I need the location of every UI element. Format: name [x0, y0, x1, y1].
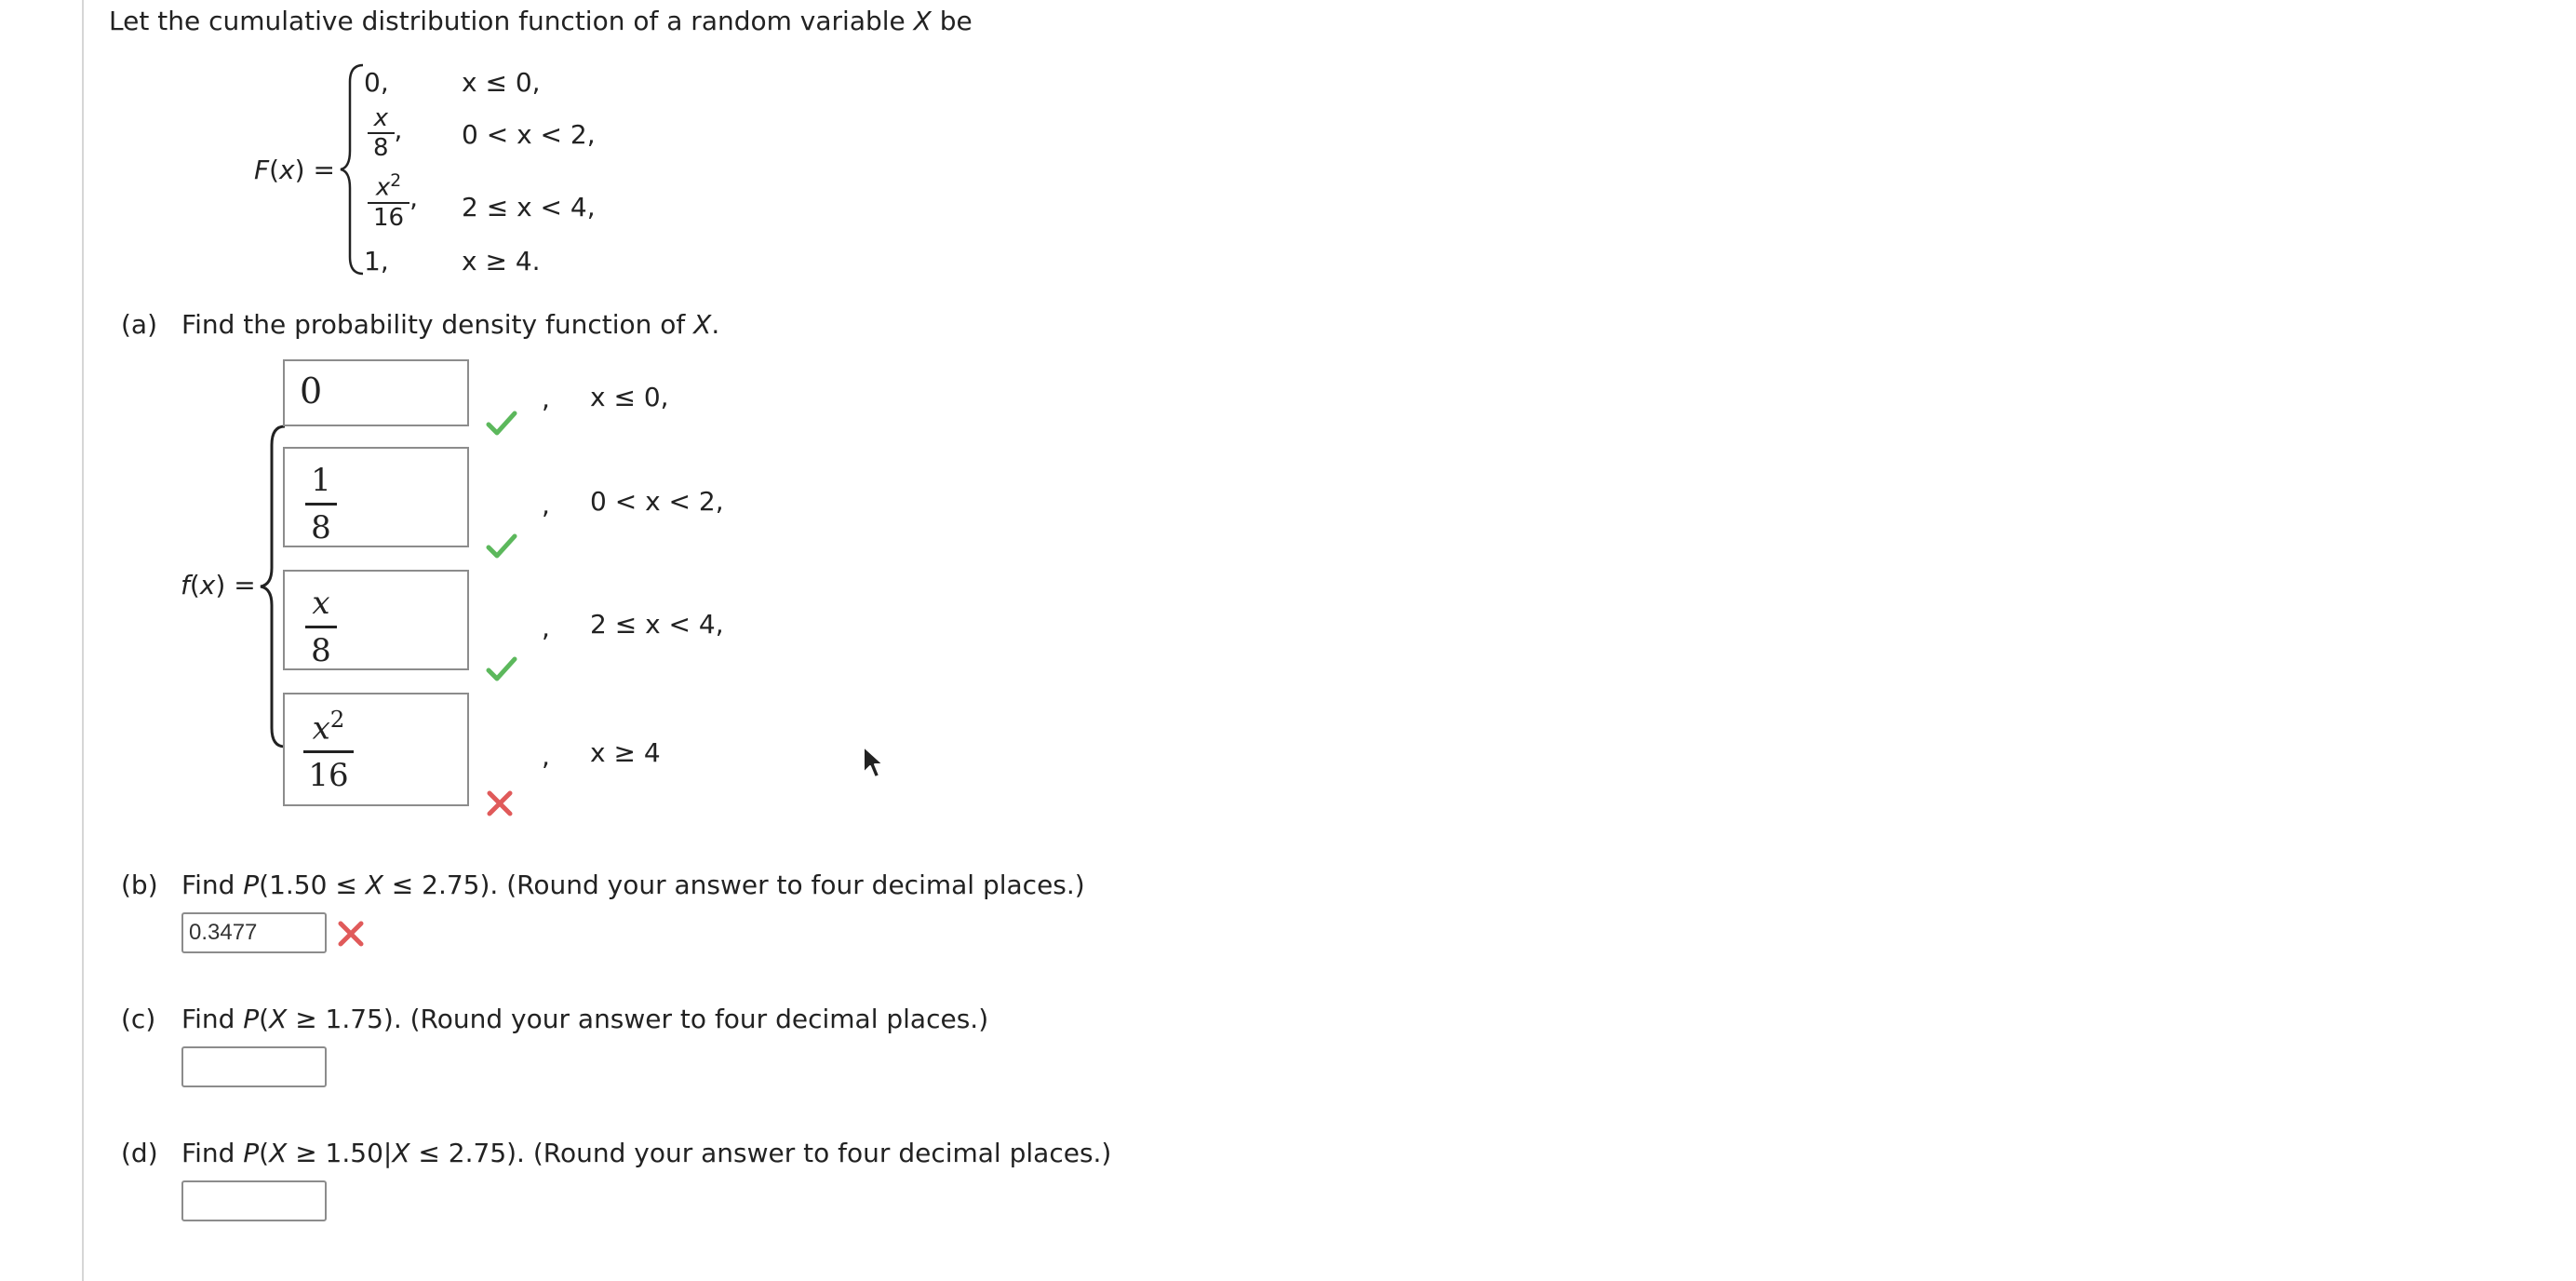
pdf-answer-box-2[interactable]	[283, 447, 469, 547]
cdf-row-4-cond: x ≥ 4.	[462, 246, 541, 276]
pdf-answer-box-4[interactable]	[283, 693, 469, 806]
cdf-row-2-fraction: $\frac{x}{8}$ ,	[368, 104, 402, 162]
part-d-answer-input[interactable]	[181, 1180, 327, 1221]
pdf-answer-3-fraction: x 8	[305, 585, 337, 669]
cdf-row-1-cond: x ≤ 0,	[462, 67, 541, 98]
pdf-answer-4-fraction: $x^2$ 16	[303, 706, 354, 794]
cdf-row-4-expr: 1,	[364, 246, 389, 276]
cdf-lhs: F(x) =	[254, 155, 335, 185]
check-icon	[486, 533, 517, 560]
intro-text: Let the cumulative distribution function of a random variable X be	[109, 6, 973, 36]
pdf-row-2-cond: 0 < x < 2,	[590, 486, 724, 517]
pdf-answer-2-fraction: 1 8	[305, 462, 337, 546]
cdf-row-1-expr: 0,	[364, 67, 389, 98]
part-d-question: Find P(X ≥ 1.50|X ≤ 2.75). (Round your answer to four decimal places.)	[181, 1138, 1112, 1168]
cdf-row-3-cond: 2 ≤ x < 4,	[462, 192, 596, 222]
pdf-row-4-cond: x ≥ 4	[590, 737, 661, 768]
part-c-answer-input[interactable]	[181, 1046, 327, 1087]
pdf-row-4-comma: ,	[542, 741, 550, 772]
cdf-row-2-cond: 0 < x < 2,	[462, 119, 596, 150]
part-b-label: (b)	[121, 870, 158, 900]
pdf-row-2-comma: ,	[542, 490, 550, 520]
part-a-question: Find the probability density function of X.	[181, 309, 720, 340]
pdf-row-1-cond: x ≤ 0,	[590, 382, 669, 412]
check-icon	[486, 410, 517, 438]
cross-icon	[337, 920, 365, 948]
cross-icon	[486, 789, 514, 817]
pdf-answer-box-3[interactable]	[283, 570, 469, 670]
pdf-row-3-comma: ,	[542, 613, 550, 643]
mouse-cursor-icon	[862, 745, 886, 780]
part-b-question: Find P(1.50 ≤ X ≤ 2.75). (Round your answer to four decimal places.)	[181, 870, 1085, 900]
pdf-row-1-comma: ,	[542, 384, 550, 414]
part-a-label: (a)	[121, 309, 158, 340]
pdf-row-3-cond: 2 ≤ x < 4,	[590, 609, 724, 640]
part-c-question: Find P(X ≥ 1.75). (Round your answer to four decimal places.)	[181, 1004, 989, 1034]
pdf-answer-1-value: 0	[300, 371, 323, 411]
pdf-lhs: f(x) =	[181, 570, 256, 600]
left-margin-rule	[82, 0, 84, 1281]
part-b-answer-input[interactable]	[181, 912, 327, 953]
part-c-label: (c)	[121, 1004, 156, 1034]
pdf-answer-box-1[interactable]	[283, 359, 469, 426]
check-icon	[486, 655, 517, 683]
part-d-label: (d)	[121, 1138, 158, 1168]
cdf-row-3-fraction: $\frac{x^2}{16}$ ,	[368, 171, 418, 232]
